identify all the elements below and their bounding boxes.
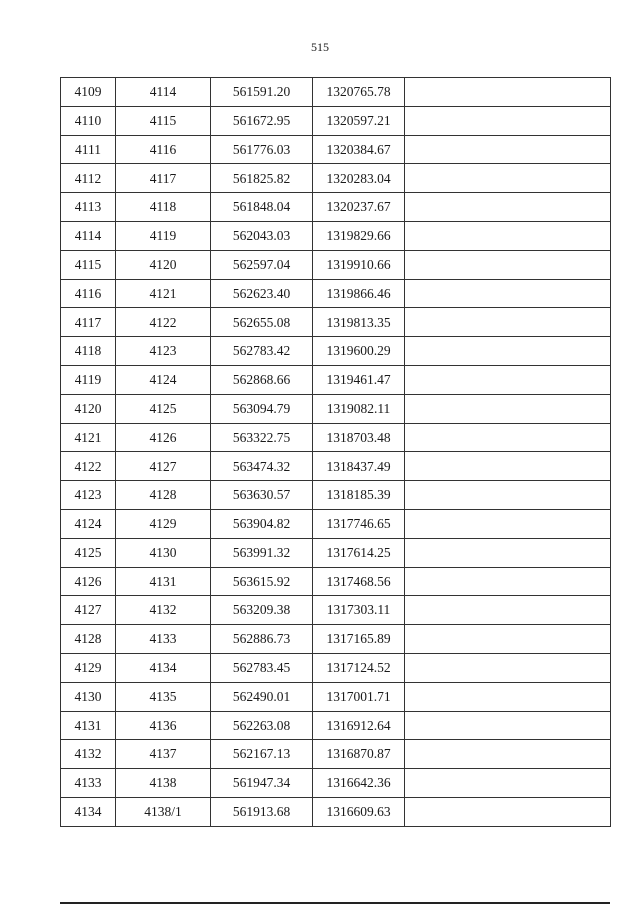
y-coordinate-cell: 1317468.56	[313, 567, 405, 596]
y-coordinate-cell: 1317165.89	[313, 625, 405, 654]
x-coordinate-cell: 563630.57	[211, 481, 313, 510]
x-coordinate-cell: 561776.03	[211, 135, 313, 164]
reference-number-cell: 4129	[116, 509, 211, 538]
point-number-cell: 4117	[61, 308, 116, 337]
table-row	[61, 797, 611, 826]
table-row	[61, 308, 611, 337]
reference-number-cell: 4125	[116, 394, 211, 423]
reference-number-cell: 4127	[116, 452, 211, 481]
note-cell	[405, 423, 611, 452]
coordinates-table-body	[61, 78, 611, 827]
x-coordinate-cell: 562655.08	[211, 308, 313, 337]
x-coordinate-cell: 562868.66	[211, 365, 313, 394]
point-number-cell: 4128	[61, 625, 116, 654]
reference-number-cell: 4121	[116, 279, 211, 308]
table-row	[61, 193, 611, 222]
table-row	[61, 740, 611, 769]
reference-number-cell: 4114	[116, 78, 211, 107]
x-coordinate-cell: 561825.82	[211, 164, 313, 193]
reference-number-cell: 4131	[116, 567, 211, 596]
y-coordinate-cell: 1319082.11	[313, 394, 405, 423]
point-number-cell: 4109	[61, 78, 116, 107]
reference-number-cell: 4122	[116, 308, 211, 337]
point-number-cell: 4110	[61, 106, 116, 135]
y-coordinate-cell: 1320283.04	[313, 164, 405, 193]
note-cell	[405, 653, 611, 682]
x-coordinate-cell: 561947.34	[211, 769, 313, 798]
point-number-cell: 4129	[61, 653, 116, 682]
table-row	[61, 221, 611, 250]
x-coordinate-cell: 561672.95	[211, 106, 313, 135]
x-coordinate-cell: 563474.32	[211, 452, 313, 481]
point-number-cell: 4125	[61, 538, 116, 567]
x-coordinate-cell: 563904.82	[211, 509, 313, 538]
table-row	[61, 538, 611, 567]
note-cell	[405, 797, 611, 826]
reference-number-cell: 4134	[116, 653, 211, 682]
note-cell	[405, 337, 611, 366]
reference-number-cell: 4138/1	[116, 797, 211, 826]
table-row	[61, 423, 611, 452]
point-number-cell: 4119	[61, 365, 116, 394]
point-number-cell: 4132	[61, 740, 116, 769]
x-coordinate-cell: 562167.13	[211, 740, 313, 769]
y-coordinate-cell: 1317001.71	[313, 682, 405, 711]
note-cell	[405, 164, 611, 193]
x-coordinate-cell: 563615.92	[211, 567, 313, 596]
note-cell	[405, 250, 611, 279]
point-number-cell: 4115	[61, 250, 116, 279]
x-coordinate-cell: 562886.73	[211, 625, 313, 654]
y-coordinate-cell: 1320237.67	[313, 193, 405, 222]
table-row	[61, 567, 611, 596]
table-row	[61, 106, 611, 135]
note-cell	[405, 682, 611, 711]
page-number: 515	[311, 40, 329, 54]
y-coordinate-cell: 1318437.49	[313, 452, 405, 481]
x-coordinate-cell: 562263.08	[211, 711, 313, 740]
reference-number-cell: 4118	[116, 193, 211, 222]
point-number-cell: 4127	[61, 596, 116, 625]
note-cell	[405, 625, 611, 654]
x-coordinate-cell: 563094.79	[211, 394, 313, 423]
y-coordinate-cell: 1316870.87	[313, 740, 405, 769]
note-cell	[405, 308, 611, 337]
reference-number-cell: 4136	[116, 711, 211, 740]
table-row	[61, 164, 611, 193]
y-coordinate-cell: 1319829.66	[313, 221, 405, 250]
note-cell	[405, 740, 611, 769]
reference-number-cell: 4126	[116, 423, 211, 452]
table-row	[61, 769, 611, 798]
reference-number-cell: 4117	[116, 164, 211, 193]
note-cell	[405, 279, 611, 308]
note-cell	[405, 481, 611, 510]
y-coordinate-cell: 1319866.46	[313, 279, 405, 308]
table-row	[61, 365, 611, 394]
table-row	[61, 135, 611, 164]
y-coordinate-cell: 1317303.11	[313, 596, 405, 625]
y-coordinate-cell: 1320384.67	[313, 135, 405, 164]
table-row	[61, 711, 611, 740]
reference-number-cell: 4124	[116, 365, 211, 394]
reference-number-cell: 4138	[116, 769, 211, 798]
x-coordinate-cell: 561913.68	[211, 797, 313, 826]
y-coordinate-cell: 1319813.35	[313, 308, 405, 337]
x-coordinate-cell: 561848.04	[211, 193, 313, 222]
y-coordinate-cell: 1317746.65	[313, 509, 405, 538]
reference-number-cell: 4115	[116, 106, 211, 135]
coordinates-table	[60, 77, 611, 827]
point-number-cell: 4122	[61, 452, 116, 481]
y-coordinate-cell: 1316912.64	[313, 711, 405, 740]
point-number-cell: 4134	[61, 797, 116, 826]
note-cell	[405, 509, 611, 538]
y-coordinate-cell: 1320597.21	[313, 106, 405, 135]
note-cell	[405, 135, 611, 164]
x-coordinate-cell: 563991.32	[211, 538, 313, 567]
point-number-cell: 4124	[61, 509, 116, 538]
y-coordinate-cell: 1317124.52	[313, 653, 405, 682]
y-coordinate-cell: 1317614.25	[313, 538, 405, 567]
note-cell	[405, 452, 611, 481]
x-coordinate-cell: 562783.42	[211, 337, 313, 366]
table-row	[61, 337, 611, 366]
table-row	[61, 481, 611, 510]
x-coordinate-cell: 562597.04	[211, 250, 313, 279]
reference-number-cell: 4123	[116, 337, 211, 366]
table-row	[61, 78, 611, 107]
reference-number-cell: 4135	[116, 682, 211, 711]
x-coordinate-cell: 562490.01	[211, 682, 313, 711]
note-cell	[405, 193, 611, 222]
point-number-cell: 4112	[61, 164, 116, 193]
note-cell	[405, 106, 611, 135]
table-row	[61, 625, 611, 654]
table-row	[61, 509, 611, 538]
point-number-cell: 4114	[61, 221, 116, 250]
point-number-cell: 4123	[61, 481, 116, 510]
reference-number-cell: 4128	[116, 481, 211, 510]
note-cell	[405, 221, 611, 250]
table-row	[61, 682, 611, 711]
x-coordinate-cell: 562783.45	[211, 653, 313, 682]
point-number-cell: 4116	[61, 279, 116, 308]
reference-number-cell: 4119	[116, 221, 211, 250]
x-coordinate-cell: 563322.75	[211, 423, 313, 452]
point-number-cell: 4130	[61, 682, 116, 711]
reference-number-cell: 4132	[116, 596, 211, 625]
x-coordinate-cell: 562043.03	[211, 221, 313, 250]
point-number-cell: 4126	[61, 567, 116, 596]
point-number-cell: 4133	[61, 769, 116, 798]
reference-number-cell: 4130	[116, 538, 211, 567]
table-row	[61, 394, 611, 423]
reference-number-cell: 4133	[116, 625, 211, 654]
y-coordinate-cell: 1316609.63	[313, 797, 405, 826]
point-number-cell: 4111	[61, 135, 116, 164]
table-row	[61, 452, 611, 481]
note-cell	[405, 365, 611, 394]
y-coordinate-cell: 1319461.47	[313, 365, 405, 394]
note-cell	[405, 596, 611, 625]
y-coordinate-cell: 1318185.39	[313, 481, 405, 510]
point-number-cell: 4121	[61, 423, 116, 452]
point-number-cell: 4131	[61, 711, 116, 740]
y-coordinate-cell: 1318703.48	[313, 423, 405, 452]
table-row	[61, 596, 611, 625]
y-coordinate-cell: 1319910.66	[313, 250, 405, 279]
note-cell	[405, 567, 611, 596]
note-cell	[405, 78, 611, 107]
point-number-cell: 4118	[61, 337, 116, 366]
point-number-cell: 4120	[61, 394, 116, 423]
footer-divider	[60, 902, 610, 904]
table-row	[61, 250, 611, 279]
table-row	[61, 653, 611, 682]
x-coordinate-cell: 562623.40	[211, 279, 313, 308]
reference-number-cell: 4120	[116, 250, 211, 279]
note-cell	[405, 394, 611, 423]
reference-number-cell: 4116	[116, 135, 211, 164]
reference-number-cell: 4137	[116, 740, 211, 769]
y-coordinate-cell: 1319600.29	[313, 337, 405, 366]
note-cell	[405, 538, 611, 567]
point-number-cell: 4113	[61, 193, 116, 222]
note-cell	[405, 769, 611, 798]
x-coordinate-cell: 561591.20	[211, 78, 313, 107]
y-coordinate-cell: 1320765.78	[313, 78, 405, 107]
table-row	[61, 279, 611, 308]
y-coordinate-cell: 1316642.36	[313, 769, 405, 798]
x-coordinate-cell: 563209.38	[211, 596, 313, 625]
note-cell	[405, 711, 611, 740]
